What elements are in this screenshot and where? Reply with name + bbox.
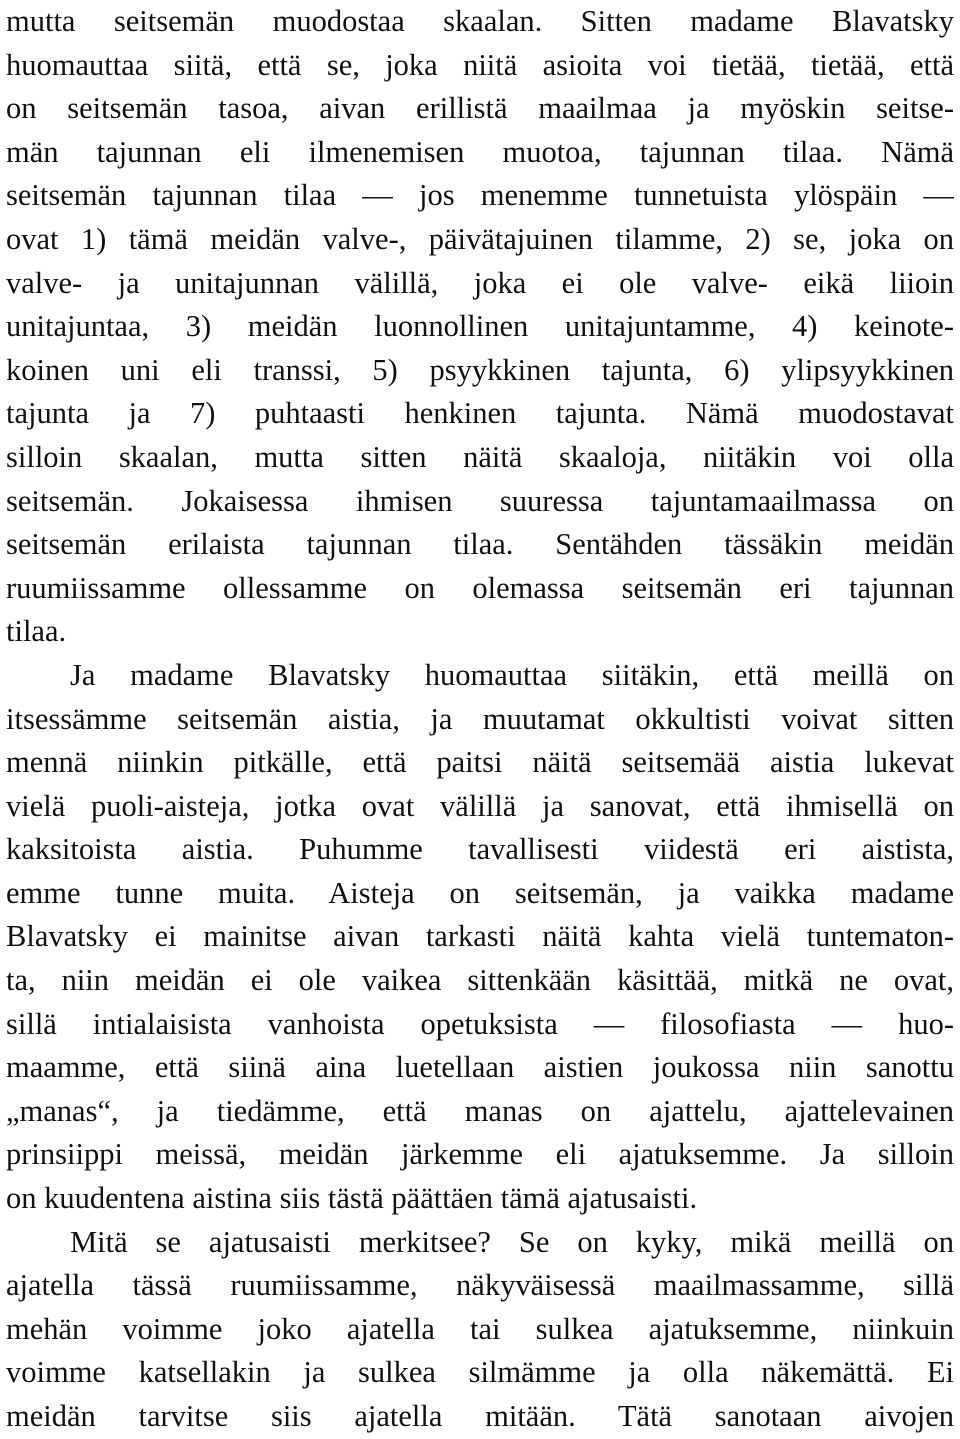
text-line: on kuudentena aistina siis tästä päättäen tämä ajatusaisti. [6, 1181, 698, 1216]
text-line: män tajunnan eli ilmenemisen muotoa, tajunnan tilaa. Nämä [6, 134, 954, 169]
text-line: ta, niin meidän ei ole vaikea sittenkään käsittää, mitkä ne ovat, [6, 963, 954, 998]
text-line: unitajuntaa, 3) meidän luonnollinen unitajuntamme, 4) keinote- [6, 309, 954, 344]
text-line: seitsemän tajunnan tilaa — jos menemme tunnetuista ylöspäin — [6, 178, 954, 213]
text-line: huomauttaa siitä, että se, joka niitä asioita voi tietää, tietää, että [6, 47, 954, 82]
text-line: „manas“, ja tiedämme, että manas on ajattelu, ajattelevainen [6, 1093, 954, 1128]
paragraph [6, 1221, 954, 1439]
text-line: kaksitoista aistia. Puhumme tavallisesti viidestä eri aistista, [6, 832, 954, 867]
text-line: mennä niinkin pitkälle, että paitsi näitä seitsemää aistia lukevat [6, 745, 954, 780]
paragraph [6, 0, 954, 654]
text-line: on seitsemän tasoa, aivan erillistä maailmaa ja myöskin seitse- [6, 91, 954, 126]
document-page [6, 0, 954, 1439]
text-line: ovat 1) tämä meidän valve-, päivätajuinen tilamme, 2) se, joka on [6, 221, 954, 256]
document-body [6, 0, 954, 1439]
text-line: Mitä se ajatusaisti merkitsee? Se on kyky, mikä meillä on [70, 1224, 954, 1259]
text-line: seitsemän. Jokaisessa ihmisen suuressa tajuntamaailmassa on [6, 483, 954, 518]
text-line: tajunta ja 7) puhtaasti henkinen tajunta. Nämä muodostavat [6, 396, 954, 431]
text-line: meidän tarvitse siis ajatella mitään. Tätä sanotaan aivojen [6, 1399, 954, 1433]
text-line: voimme katsellakin ja sulkea silmämme ja olla näkemättä. Ei [6, 1355, 954, 1390]
text-line: tilaa. [6, 614, 67, 649]
text-line: maamme, että siinä aina luetellaan aistien joukossa niin sanottu [6, 1050, 954, 1085]
text-line: koinen uni eli transsi, 5) psyykkinen tajunta, 6) ylipsyykkinen [6, 352, 954, 387]
text-line: sillä intialaisista vanhoista opetuksista — filosofiasta — huo- [6, 1006, 954, 1041]
text-line: ruumiissamme ollessamme on olemassa seitsemän eri tajunnan [6, 570, 954, 605]
text-line: seitsemän erilaista tajunnan tilaa. Sentähden tässäkin meidän [6, 527, 954, 562]
paragraph [6, 654, 954, 1221]
text-line: mehän voimme joko ajatella tai sulkea ajatuksemme, niinkuin [6, 1311, 954, 1346]
text-line: silloin skaalan, mutta sitten näitä skaaloja, niitäkin voi olla [6, 439, 954, 474]
text-line: itsessämme seitsemän aistia, ja muutamat okkultisti voivat sitten [6, 701, 954, 736]
text-line: valve- ja unitajunnan välillä, joka ei ole valve- eikä liioin [6, 265, 954, 300]
text-line: Blavatsky ei mainitse aivan tarkasti näitä kahta vielä tuntematon- [6, 919, 954, 954]
text-line: mutta seitsemän muodostaa skaalan. Sitten madame Blavatsky [6, 4, 954, 38]
text-line: emme tunne muita. Aisteja on seitsemän, ja vaikka madame [6, 875, 954, 910]
text-line: ajatella tässä ruumiissamme, näkyväisessä maailmassamme, sillä [6, 1268, 954, 1303]
text-line: Ja madame Blavatsky huomauttaa siitäkin, että meillä on [70, 657, 954, 692]
text-line: prinsiippi meissä, meidän järkemme eli ajatuksemme. Ja silloin [6, 1137, 954, 1172]
text-line: vielä puoli-aisteja, jotka ovat välillä ja sanovat, että ihmisellä on [6, 788, 954, 823]
